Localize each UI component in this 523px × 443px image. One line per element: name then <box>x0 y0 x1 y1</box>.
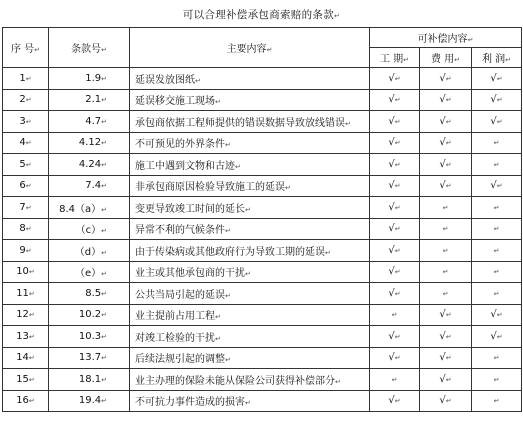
profit-mark: ↵ <box>472 369 522 391</box>
clause-number: （d）↵ <box>49 240 130 262</box>
clause-number: 4.24↵ <box>49 154 130 176</box>
claims-table-body <box>3 68 522 412</box>
cost-mark: √↵ <box>420 154 472 176</box>
duration-mark: ↵ <box>370 304 420 326</box>
row-content: 不可抗力事件造成的损害↵ <box>130 390 370 412</box>
table-row <box>3 68 522 90</box>
cost-mark: ↵ <box>420 283 472 305</box>
profit-mark: ↵ <box>472 132 522 154</box>
duration-mark: √↵ <box>370 261 420 283</box>
row-content: 由于传染病或其他政府行为导致工期的延误↵ <box>130 240 370 262</box>
table-row <box>3 218 522 240</box>
profit-mark: √↵ <box>472 326 522 348</box>
profit-mark: ↵ <box>472 197 522 219</box>
claims-table <box>2 27 522 412</box>
row-content: 公共当局引起的延误↵ <box>130 283 370 305</box>
duration-mark: √↵ <box>370 175 420 197</box>
paragraph-mark-icon: ↵ <box>334 12 341 20</box>
header-clause: 条款号↵ <box>49 28 130 68</box>
header-content: 主要内容↵ <box>130 28 370 68</box>
cost-mark: √↵ <box>420 326 472 348</box>
table-row <box>3 89 522 111</box>
duration-mark: √↵ <box>370 132 420 154</box>
row-number: 3↵ <box>3 111 49 133</box>
clause-number: 4.12↵ <box>49 132 130 154</box>
clause-number: 10.2↵ <box>49 304 130 326</box>
header-row-1 <box>3 28 522 48</box>
row-content: 延误移交施工现场↵ <box>130 89 370 111</box>
duration-mark: √↵ <box>370 68 420 90</box>
row-content: 承包商依据工程师提供的错误数据导致放线错误↵ <box>130 111 370 133</box>
table-row <box>3 111 522 133</box>
row-number: 15↵ <box>3 369 49 391</box>
header-profit: 利 润↵ <box>472 48 522 68</box>
cost-mark: √↵ <box>420 369 472 391</box>
profit-mark: √↵ <box>472 111 522 133</box>
clause-number: 2.1↵ <box>49 89 130 111</box>
cost-mark: √↵ <box>420 304 472 326</box>
row-number: 10↵ <box>3 261 49 283</box>
row-number: 16↵ <box>3 390 49 412</box>
row-number: 9↵ <box>3 240 49 262</box>
row-number: 4↵ <box>3 132 49 154</box>
table-row <box>3 304 522 326</box>
row-number: 13↵ <box>3 326 49 348</box>
profit-mark: ↵ <box>472 390 522 412</box>
table-row <box>3 240 522 262</box>
duration-mark: √↵ <box>370 218 420 240</box>
table-row <box>3 347 522 369</box>
profit-mark: √↵ <box>472 89 522 111</box>
row-content: 对竣工检验的干扰↵ <box>130 326 370 348</box>
clause-number: 1.9↵ <box>49 68 130 90</box>
row-number: 11↵ <box>3 283 49 305</box>
cost-mark: √↵ <box>420 89 472 111</box>
clause-number: 10.3↵ <box>49 326 130 348</box>
clause-number: 19.4↵ <box>49 390 130 412</box>
table-row <box>3 283 522 305</box>
clause-number: 13.7↵ <box>49 347 130 369</box>
row-content: 变更导致竣工时间的延长↵ <box>130 197 370 219</box>
cost-mark: ↵ <box>420 197 472 219</box>
header-cost: 费 用↵ <box>420 48 472 68</box>
row-number: 5↵ <box>3 154 49 176</box>
profit-mark: ↵ <box>472 347 522 369</box>
table-row <box>3 154 522 176</box>
cost-mark: √↵ <box>420 175 472 197</box>
duration-mark: √↵ <box>370 347 420 369</box>
table-row <box>3 197 522 219</box>
table-row <box>3 175 522 197</box>
duration-mark: √↵ <box>370 154 420 176</box>
row-number: 14↵ <box>3 347 49 369</box>
row-number: 12↵ <box>3 304 49 326</box>
table-row <box>3 326 522 348</box>
cost-mark: √↵ <box>420 132 472 154</box>
row-number: 6↵ <box>3 175 49 197</box>
row-content: 非承包商原因检验导致施工的延误↵ <box>130 175 370 197</box>
profit-mark: √↵ <box>472 304 522 326</box>
table-row <box>3 132 522 154</box>
clause-number: （e）↵ <box>49 261 130 283</box>
cost-mark: √↵ <box>420 390 472 412</box>
profit-mark: ↵ <box>472 283 522 305</box>
cost-mark: ↵ <box>420 261 472 283</box>
clause-number: 18.1↵ <box>49 369 130 391</box>
document-title: 可以合理补偿承包商索赔的条款↵ <box>182 9 341 21</box>
row-number: 2↵ <box>3 89 49 111</box>
cost-mark: √↵ <box>420 347 472 369</box>
row-content: 施工中遇到文物和古迹↵ <box>130 154 370 176</box>
cost-mark: ↵ <box>420 240 472 262</box>
header-duration: 工 期↵ <box>370 48 420 68</box>
row-content: 延误发放图纸↵ <box>130 68 370 90</box>
profit-mark: ↵ <box>472 218 522 240</box>
table-row <box>3 390 522 412</box>
header-index: 序 号↵ <box>3 28 49 68</box>
profit-mark: ↵ <box>472 261 522 283</box>
clause-number: （c）↵ <box>49 218 130 240</box>
cost-mark: ↵ <box>420 218 472 240</box>
duration-mark: √↵ <box>370 111 420 133</box>
duration-mark: √↵ <box>370 89 420 111</box>
row-content: 业主提前占用工程↵ <box>130 304 370 326</box>
cost-mark: √↵ <box>420 111 472 133</box>
row-number: 8↵ <box>3 218 49 240</box>
clause-number: 8.5↵ <box>49 283 130 305</box>
header-compensable: 可补偿内容↵ <box>370 28 522 48</box>
row-content: 不可预见的外界条件↵ <box>130 132 370 154</box>
duration-mark: √↵ <box>370 326 420 348</box>
duration-mark: √↵ <box>370 390 420 412</box>
duration-mark: √↵ <box>370 283 420 305</box>
row-content: 业主办理的保险未能从保险公司获得补偿部分↵ <box>130 369 370 391</box>
duration-mark: √↵ <box>370 197 420 219</box>
clause-number: 7.4↵ <box>49 175 130 197</box>
profit-mark: √↵ <box>472 68 522 90</box>
row-number: 7↵ <box>3 197 49 219</box>
clause-number: 4.7↵ <box>49 111 130 133</box>
table-row <box>3 261 522 283</box>
profit-mark: ↵ <box>472 240 522 262</box>
duration-mark: √↵ <box>370 240 420 262</box>
duration-mark: ↵ <box>370 369 420 391</box>
row-number: 1↵ <box>3 68 49 90</box>
row-content: 业主或其他承包商的干扰↵ <box>130 261 370 283</box>
clause-number: 8.4（a）↵ <box>49 197 130 219</box>
profit-mark: √↵ <box>472 175 522 197</box>
row-content: 后续法规引起的调整↵ <box>130 347 370 369</box>
row-content: 异常不利的气候条件↵ <box>130 218 370 240</box>
cost-mark: √↵ <box>420 68 472 90</box>
table-row <box>3 369 522 391</box>
profit-mark: ↵ <box>472 154 522 176</box>
